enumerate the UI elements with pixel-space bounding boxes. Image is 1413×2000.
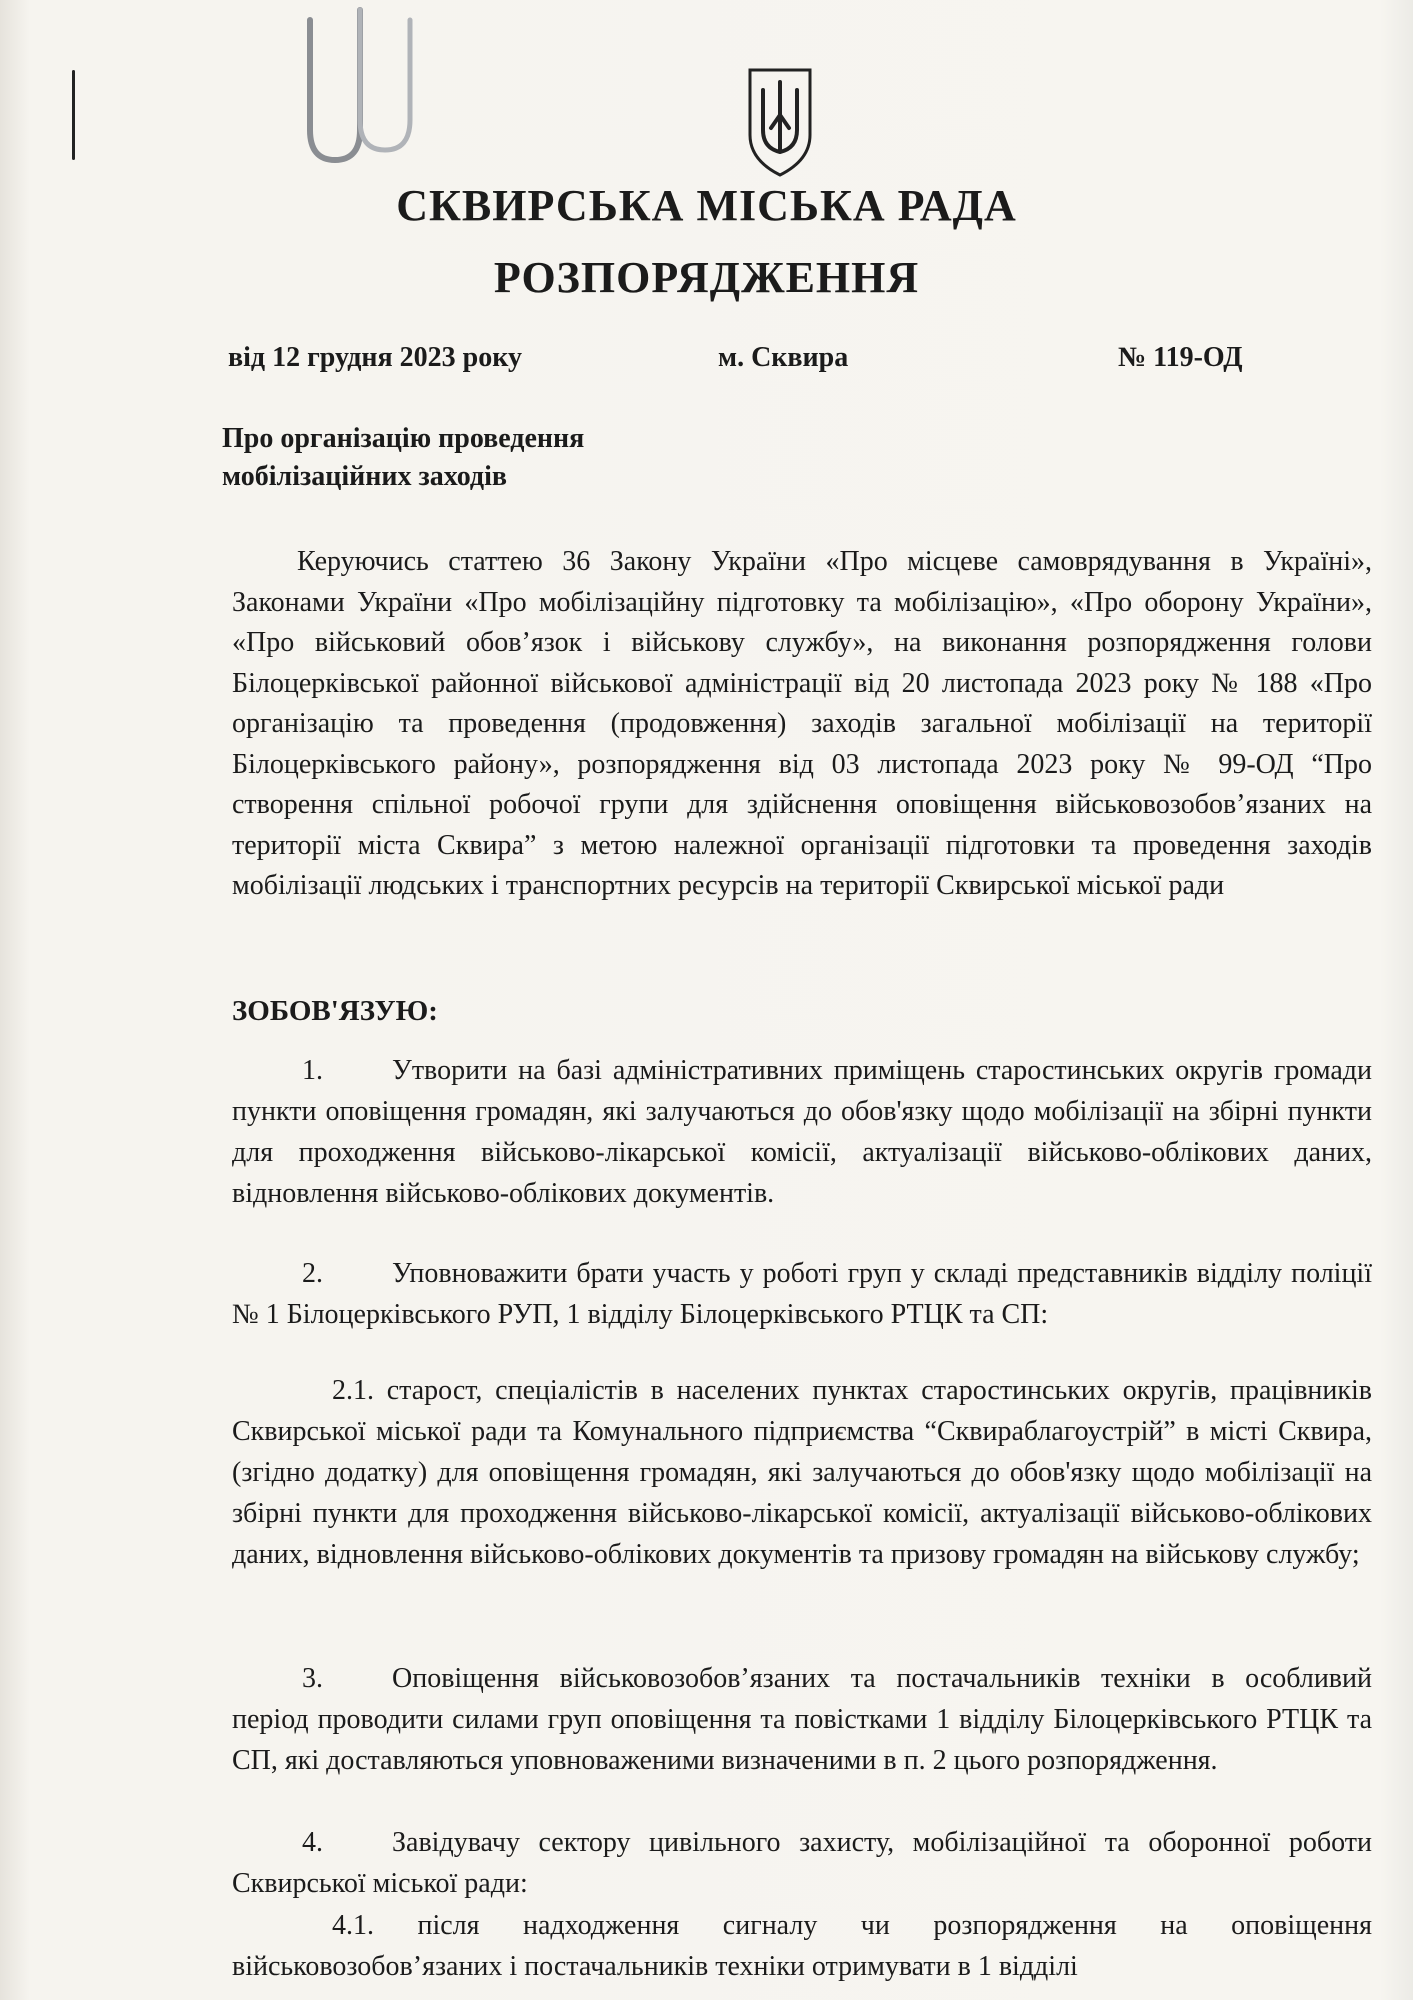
order-item-4 xyxy=(232,1822,1372,1904)
document-date: від 12 грудня 2023 року xyxy=(228,342,522,373)
order-item-2 xyxy=(232,1253,1372,1335)
document-type-title: РОЗПОРЯДЖЕННЯ xyxy=(493,253,920,302)
item-number: 2. xyxy=(302,1258,323,1289)
subject-line-1: Про організацію проведення xyxy=(222,423,585,454)
order-item-2-1: 2.1. старост, спеціалістів в населених пунктах старостинських округів, працівників Сквирської міської ради та Комунального підприємства “Сквираблагоустрій” в місті Сквира, (згідно додатку) для оповіщення громадян, які залучаються до обов'язку щодо мобілізації на збірні пункти для проходження військово-лікарської комісії, актуалізації військово-облікових даних, відновлення військово-облікових документів та призову громадян на військову службу; xyxy=(232,1375,1372,1570)
preamble-paragraph: Керуючись статтею 36 Закону України «Про місцеве самоврядування в Україні», Законами України «Про мобілізаційну підготовку та мобілізацію», «Про оборону України», «Про військовий обов’язок і військову службу», на виконання розпорядження голови Білоцерківської районної військової адміністрації від 20 листопада 2023 року № 188 «Про організацію та проведення (продовження) заходів загальної мобілізації на території Білоцерківського району», розпорядження від 03 листопада 2023 року № 99-ОД “Про створення спільної робочої групи для здійснення оповіщення військовозобов’язаних на території міста Сквира” з метою належної організації підготовки та проведення заходів мобілізації людських і транспортних ресурсів на території Сквирської міської ради xyxy=(232,546,1372,901)
document-number: № 119-ОД xyxy=(1118,342,1243,373)
obligate-heading: ЗОБОВ'ЯЗУЮ: xyxy=(232,995,438,1027)
document-city: м. Сквира xyxy=(718,342,849,373)
order-item-3 xyxy=(232,1658,1372,1781)
trident-coat-of-arms-icon xyxy=(745,60,815,180)
item-text: Утворити на базі адміністративних приміщень старостинських округів громади пункти оповіщення громадян, які залучаються до обов'язку щодо мобілізації на збірні пункти для проходження військово-лікарської комісії, актуалізації військово-облікових даних, відновлення військово-облікових документів. xyxy=(232,1055,1372,1209)
item-text: Завідувачу сектору цивільного захисту, мобілізаційної та оборонної роботи Сквирської міської ради: xyxy=(232,1827,1372,1899)
margin-mark xyxy=(72,70,75,160)
order-item-1 xyxy=(232,1050,1372,1214)
item-number: 1. xyxy=(302,1055,323,1086)
document-subject xyxy=(222,420,584,496)
paperclip-icon xyxy=(290,0,450,170)
item-number: 3. xyxy=(302,1663,323,1694)
council-title: СКВИРСЬКА МІСЬКА РАДА xyxy=(396,181,1017,230)
item-number: 4. xyxy=(302,1827,323,1858)
subject-line-2: мобілізаційних заходів xyxy=(222,461,507,492)
item-text: Оповіщення військовозобов’язаних та постачальників техніки в особливий період проводити силами груп оповіщення та повістками 1 відділу Білоцерківського РТЦК та СП, які доставляються уповноваженими визначеними в п. 2 цього розпорядження. xyxy=(232,1663,1372,1776)
item-text: Уповноважити брати участь у роботі груп у складі представників відділу поліції № 1 Білоцерківського РУП, 1 відділу Білоцерківського РТЦК та СП: xyxy=(232,1258,1372,1330)
order-item-4-1: 4.1. після надходження сигналу чи розпорядження на оповіщення військовозобов’язаних і постачальників техніки отримувати в 1 відділі xyxy=(232,1910,1372,1982)
